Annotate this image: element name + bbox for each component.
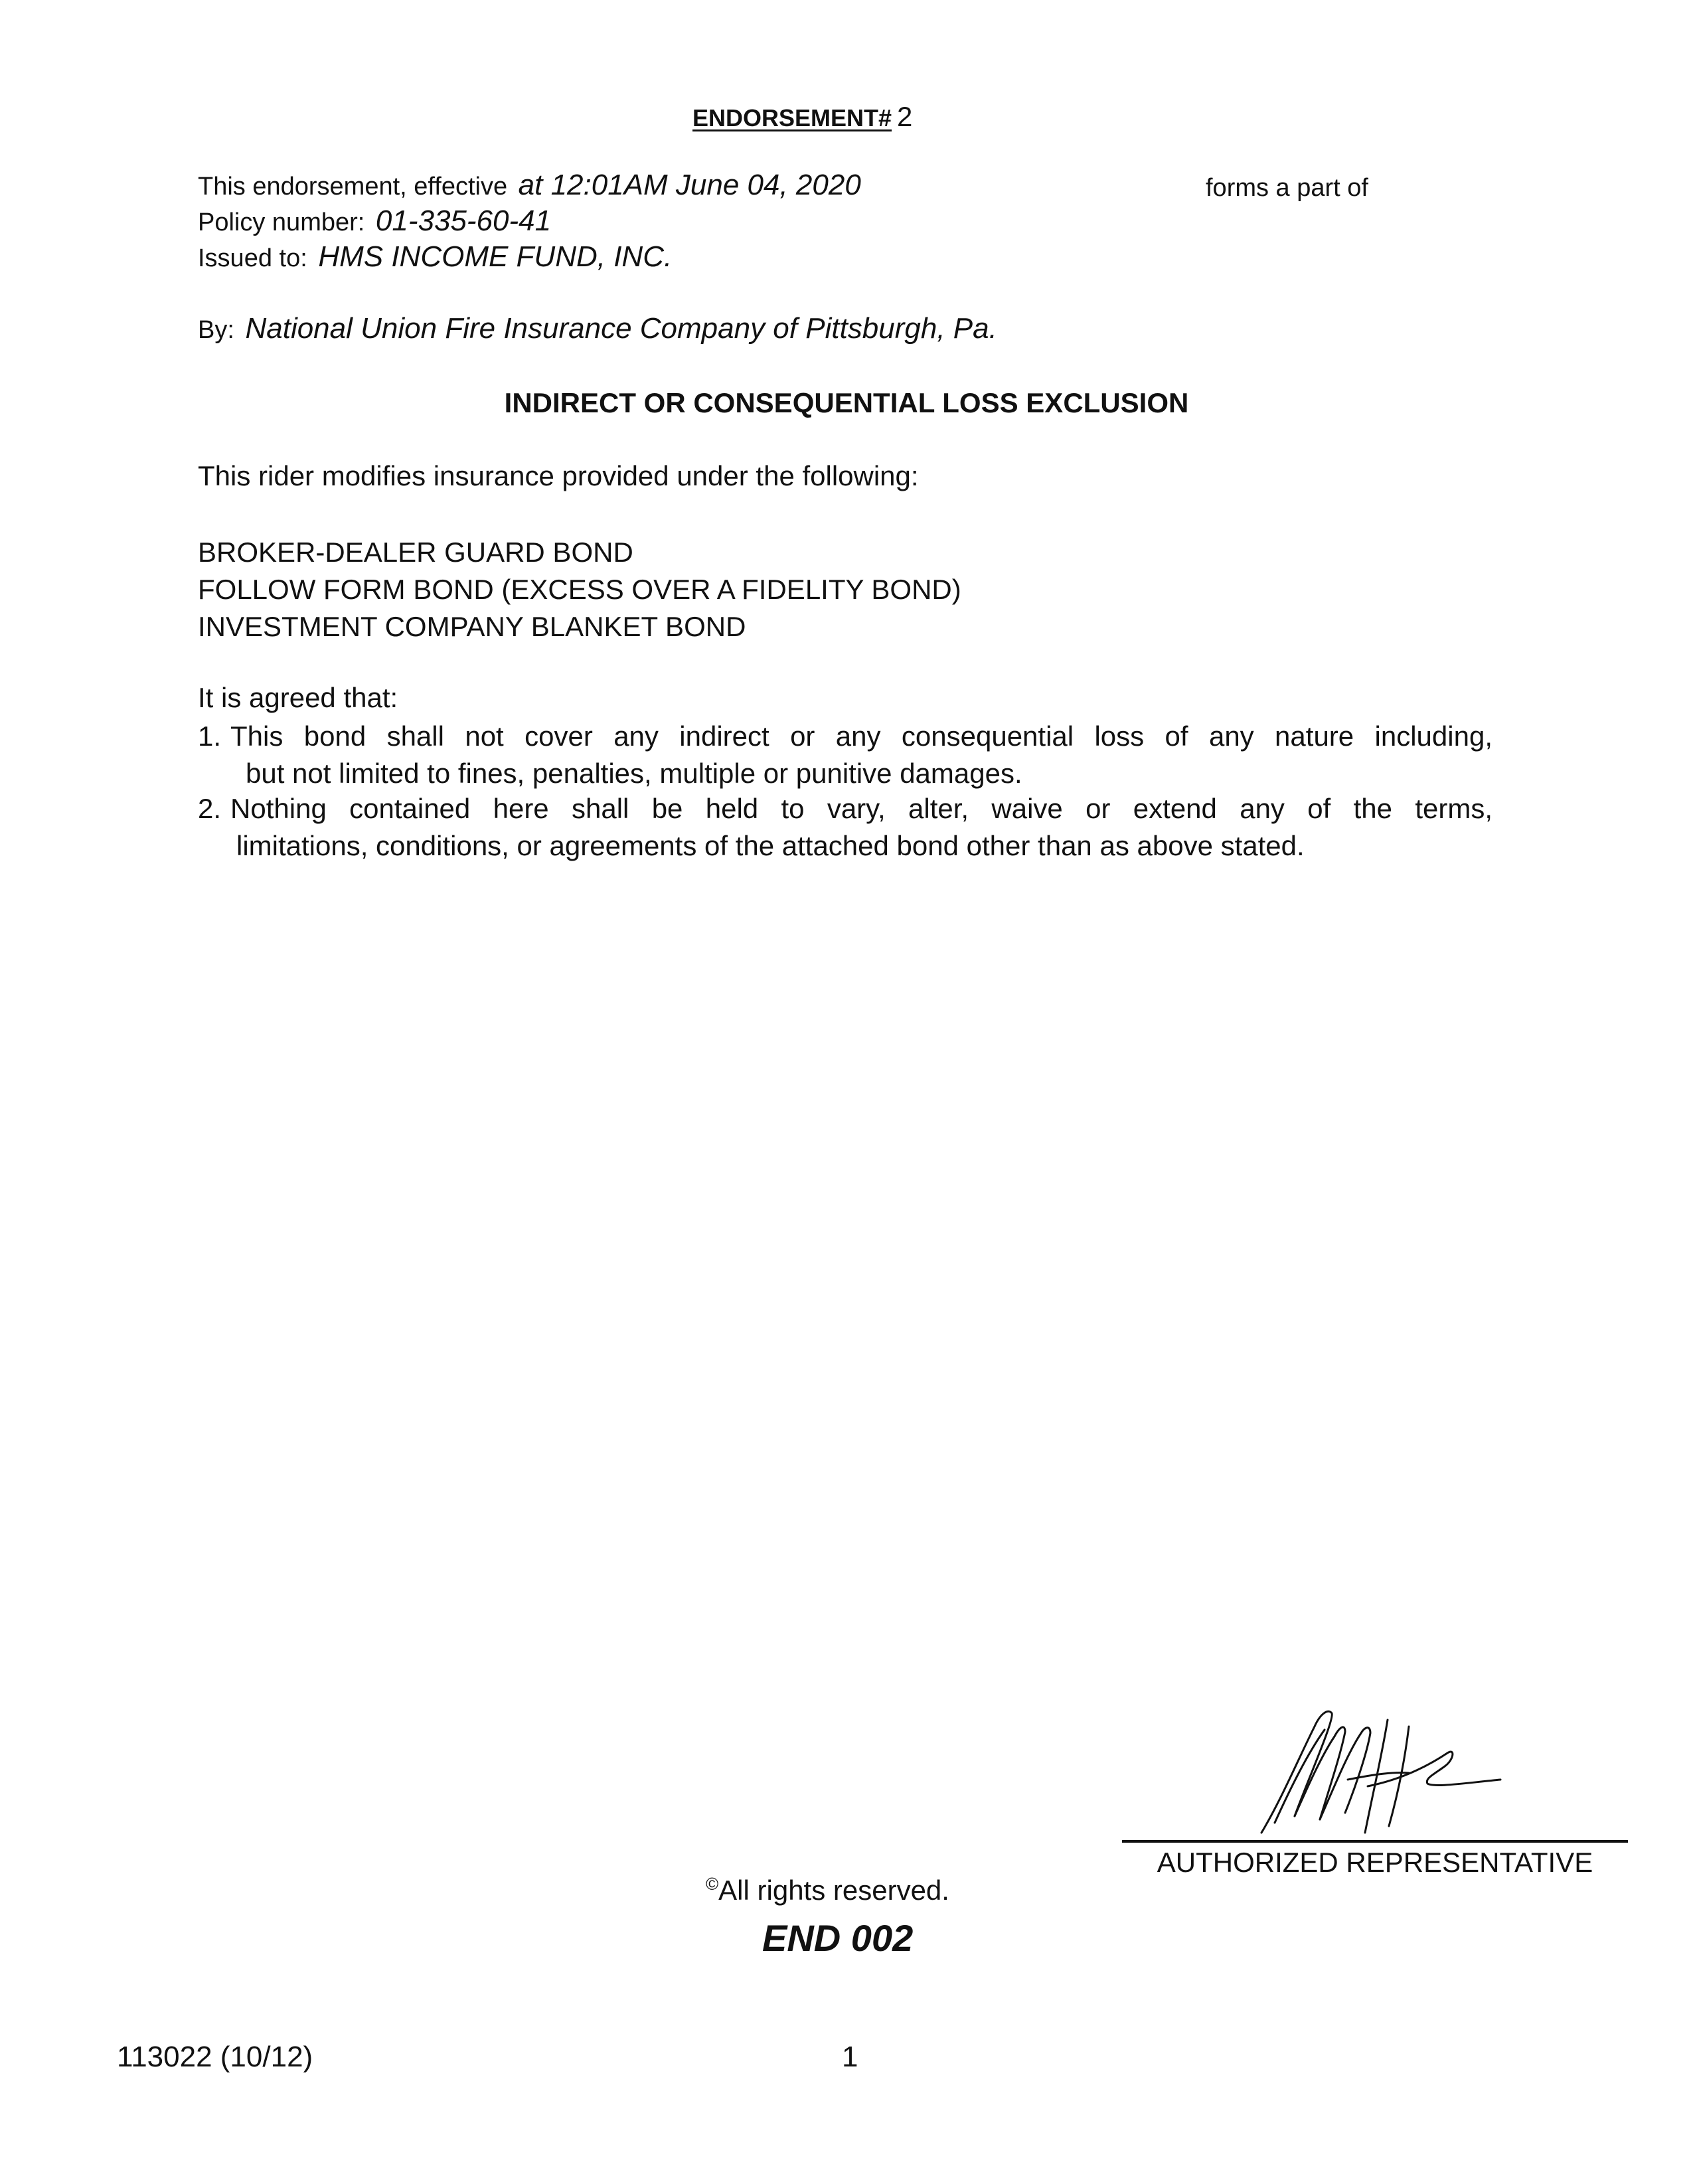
bond-list — [198, 534, 961, 645]
forms-part-text: forms a part of — [1206, 174, 1368, 202]
signature-image — [1235, 1700, 1527, 1843]
issued-line — [198, 240, 672, 274]
signature-caption: AUTHORIZED REPRESENTATIVE — [1157, 1847, 1593, 1878]
endorsement-label: ENDORSEMENT# — [692, 104, 892, 131]
endorsement-heading — [692, 101, 912, 133]
insurer-name: National Union Fire Insurance Company of Pittsburgh, Pa. — [245, 312, 997, 345]
clause-text-line-1: Nothing contained here shall be held to vary, alter, waive or extend any of the terms, — [230, 793, 1492, 824]
clause-number: 2. — [198, 793, 222, 824]
signature-line — [1122, 1840, 1628, 1843]
policy-number: 01-335-60-41 — [375, 205, 552, 237]
endorsement-number: 2 — [897, 101, 913, 132]
bond-item: INVESTMENT COMPANY BLANKET BOND — [198, 611, 746, 642]
bond-item: BROKER-DEALER GUARD BOND — [198, 537, 633, 568]
insured-name: HMS INCOME FUND, INC. — [318, 240, 673, 273]
clause-number: 1. — [198, 720, 222, 752]
form-code: END 002 — [762, 1917, 914, 1959]
by-prefix: By: — [198, 316, 234, 344]
clause — [198, 718, 1492, 792]
policy-line — [198, 205, 551, 238]
rider-intro: This rider modifies insurance provided under the following: — [198, 460, 919, 491]
agreed-intro: It is agreed that: — [198, 682, 398, 713]
effective-prefix: This endorsement, effective — [198, 173, 508, 201]
policy-prefix: Policy number: — [198, 209, 365, 236]
clause-text-line-2: but not limited to fines, penalties, multiple or punitive damages. — [246, 758, 1022, 789]
effective-date: at 12:01AM June 04, 2020 — [518, 169, 861, 201]
rights-notice — [706, 1874, 949, 1906]
effective-line — [198, 169, 861, 202]
clause-text-line-2: limitations, conditions, or agreements of the attached bond other than as above stated. — [236, 830, 1305, 861]
clause-first-line — [198, 718, 1492, 755]
page-number: 1 — [842, 2041, 858, 2073]
bond-item: FOLLOW FORM BOND (EXCESS OVER A FIDELITY BOND) — [198, 574, 961, 605]
exclusion-title: INDIRECT OR CONSEQUENTIAL LOSS EXCLUSION — [504, 387, 1189, 418]
form-number: 113022 (10/12) — [117, 2041, 313, 2073]
clause-text-line-1: This bond shall not cover any indirect or any consequential loss of any nature including, — [230, 720, 1492, 752]
clause — [198, 790, 1492, 865]
issued-prefix: Issued to: — [198, 244, 307, 272]
copyright-symbol: © — [706, 1874, 719, 1894]
clause-first-line — [198, 790, 1492, 827]
rights-text: All rights reserved. — [718, 1875, 949, 1906]
insurer-line — [198, 312, 997, 345]
